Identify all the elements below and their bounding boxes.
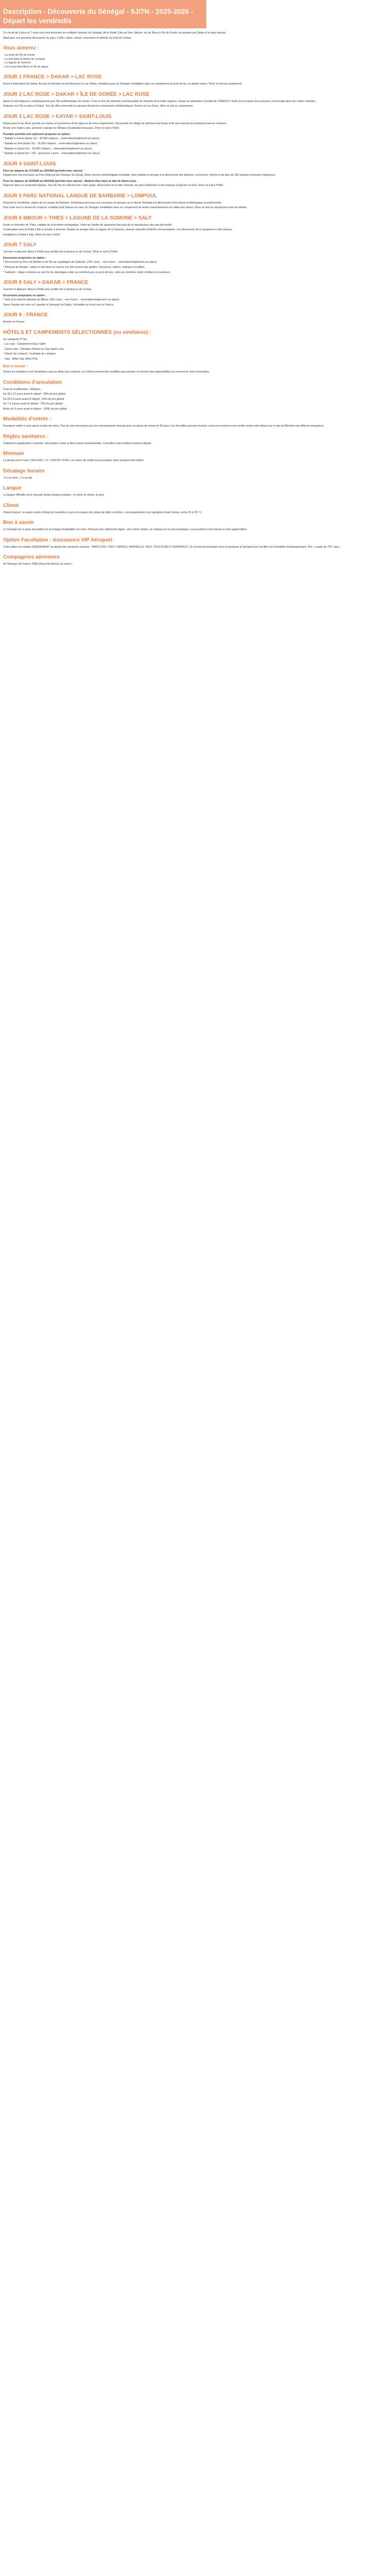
hotel-item: - Saly : Hôtel Saly Hôtel 3*NL	[3, 357, 38, 361]
modalites-text: Passeport valide 6 mois après la date de retour. Pas de visa nécessaire pour les ressortissants français pour un séjour de moins de 90 jours. Les formalités peuvent évoluer, nous vous invitons à les vérifier avant votre départ sur le site du Ministère des Affaires étrangères.	[3, 425, 324, 428]
intro-paragraph: Ce circuit de 9 jours et 7 nuits vous fera découvrir les multiples facettes du Sénégal, de la Petite Côte au Sine Saloum, du lac Rose à l'île de Gorée, en passant par Dakar et le pays bassari.	[3, 31, 226, 35]
day-heading: JOUR 2 LAC ROSE > DAKAR > ÎLE DE GORÉE > LAC ROSE	[3, 91, 150, 97]
bon-a-savoir-circuit-heading: Bon à savoir :	[3, 364, 28, 369]
day-paragraph: Départ pour le lac Rose qui doit sa couleur à la présence d'une algue et de micro-organismes. Découverte du village de pêcheurs de Kayar et de son marché aux poissons haut en couleurs.	[3, 122, 227, 125]
day-paragraph: * Saly et le marché artisanal de Mbour (35€ / pers. - min 4 pers. - réservation/règlement sur place)	[3, 298, 119, 302]
option-line: * Balade en 4x4 (durée 1h) - 15.000 cfa/pers. - réservation/règlement sur place)	[3, 142, 97, 145]
option-heading: Option Facultative : Assistance VIP Aéroport	[3, 537, 112, 543]
langue-text: La langue officielle est le français. Autres langues parlées : le wolof, le sérère, le peul.	[3, 494, 105, 497]
day-paragraph: Pour les départs du 17/10/25 au 25/04/26 (période hors saison) :	[3, 169, 84, 173]
day-heading: JOUR 8 SALY > DAKAR > FRANCE	[3, 280, 89, 286]
page	[0, 0, 391, 574]
list-item: - Les 2 journées libres en fin de séjour	[3, 65, 48, 69]
day-heading: JOUR 6 MBOUR > THIES > LAGUNE DE LA SOMONE > SALY	[3, 215, 152, 221]
title-banner	[0, 0, 206, 28]
day-heading: JOUR 4 SAINT-LOUIS	[3, 161, 56, 167]
day-paragraph: Départ pour une excursion au Parc National des Oiseaux du Djoudj, 3ème réserve ornithologique mondiale, avec balade en pirogue à la découverte des pélicans, cormorans, hérons et de plus de 350 espèces d'oiseaux migrateurs.	[3, 174, 276, 177]
options-heading: Excursions proposées en option :	[3, 256, 46, 260]
hotels-heading: HÔTELS ET CAMPEMENTS SÉLECTIONNÉS (ou similaires) :	[3, 329, 152, 335]
decalage-text: -2 h en hiver, -1 h en été	[3, 476, 32, 480]
hotel-item: - Saint-Louis : Domaine Zébrûs ou Cap Saint-Louis	[3, 347, 64, 351]
list-item: - La visite de l'île de Gorée	[3, 54, 35, 57]
day-heading: JOUR 3 LAC ROSE > KAYAR > SAINT-LOUIS	[3, 113, 112, 120]
reglement-text: Traitement antipaludéen conseillé. Vaccination contre la fièvre jaune recommandée. Consultez votre médecin avant le départ.	[3, 442, 152, 445]
option-line: * Balade en Quad (1h + 30) - quad pour 2 pers. - réservation/règlement sur place)	[3, 152, 100, 156]
hotel-item: - Lac rose : Campement Keur Salim	[3, 343, 46, 346]
day-paragraph: Journée et déjeuner libres à l'hôtel pour profiter de la piscine ou de l'océan.	[3, 288, 92, 292]
monnaie-heading: Monnaie	[3, 451, 24, 457]
day-heading: JOUR 5 PARC NATIONAL LANGUE DE BARBARIE > LOMPOUL	[3, 193, 157, 199]
condition-item: De 7 à 3 jours avant le départ : 75% du prix global	[3, 402, 63, 406]
day-paragraph: Déjeuner dans un restaurant typique. Tour de l'île en calèche avec votre guide, découverte de la ville coloniale, du pont Faidherbe et des maisons à balcons en bois. Dîner et nuit à l'hôtel.	[3, 184, 224, 188]
day-paragraph: Route vers Saint-Louis, ancienne capitale de l'Afrique-Occidentale française. Dîner et nuit à l'hôtel.	[3, 127, 120, 130]
conditions-heading: Conditions d'annulation	[3, 379, 62, 385]
day-paragraph: Pour les départs du 02/05/26 au 09/10/26 (période hors saison) : Matinée libre dans la ville de Saint-Louis.	[3, 179, 137, 183]
option-line: * Fadiouth : village construit sur une île de coquillages reliée au continent par un pont de bois, visite du cimetière mixte chrétien et musulman.	[3, 270, 171, 274]
day-paragraph: Installation à l'hôtel à Saly. Dîner et nuit à l'hôtel.	[3, 233, 61, 236]
reglement-heading: Règles sanitaires :	[3, 433, 49, 439]
list-item: - La lagune de Somone	[3, 61, 31, 65]
description-content	[0, 31, 391, 567]
condition-item: De 30 à 21 jours avant le départ : 35% du prix global	[3, 393, 66, 396]
compagnies-text: Air Sénégal, Air France, RAM (Royal Air Maroc) ou autres...	[3, 563, 74, 566]
bon-a-savoir-text: Le Sénégal est un pays accueillant où la teranga (hospitalité) est reine. Prévoyez des vêtements légers, une crème solaire, un chapeau et un anti-moustique. Les pourboires sont laissés à votre appréciation.	[3, 528, 248, 532]
option-line: * Réserve de Bandia : safari en 4x4 dans la réserve à la découverte des girafes, rhinocéros, zèbres, antilopes et buffles.	[3, 265, 145, 269]
vous-aimerez-heading: Vous aimerez :	[3, 45, 39, 52]
day-paragraph: Selon l'horaire de votre vol, transfert à l'aéroport de Dakar. Formalités et envol vers la France.	[3, 303, 115, 307]
modalites-heading: Modalités d'entrée :	[3, 416, 52, 422]
bon-a-savoir-circuit-text: Toutes les chambres sont climatisées sauf au désert de Lompoul. Les hôtels peuvent être modifiés sans préavis en fonction des disponibilités au moment de votre réservation.	[3, 370, 210, 374]
climat-text: Climat tropical. La saison sèche s'étend de novembre à juin et la saison des pluies de juillet à octobre. Les températures sont agréables toute l'année, entre 25 et 35 °C.	[3, 511, 203, 514]
day-paragraph: Après le petit déjeuner, embarquement pour l'île emblématique de Gorée. C'est un lieu de mémoire incontournable de l'histoire de la traite négrière, classé au patrimoine mondial de l'UNESCO. Visite de la maison des esclaves, promenade dans les ruelles colorées.	[3, 99, 316, 103]
option-line: * Découverte du Parc de Bandia et de l'île de coquillages de Fadiouth. (75€ / pers. - min 4 pers. - réservation/règlement sur place)	[3, 261, 157, 264]
monnaie-text: La devise est le Franc CFA (XOF). 1 € = 655,957 FCFA. Les cartes de crédit sont acceptées dans la plupart des hôtels.	[3, 459, 144, 463]
option-line: * Balade en Quad (1h) - 20.000 cfa/pers. - réservation/règlement sur place)	[3, 147, 92, 150]
day-paragraph: Envol à destination de Dakar. Accueil à l'aéroport et transfert pour le Lac Retba, véritable joyau du Sénégal. Installation dans un campement au bord du lac, en pleine nature. Dîner et nuit au campement.	[3, 82, 243, 86]
hotel-item: - Désert de Lompoul : Ecolodge de Lompoul	[3, 352, 56, 356]
list-item: - La nuit dans le désert de Lompoul	[3, 57, 45, 61]
condition-item: Frais de modification : 60€/pers.	[3, 387, 41, 391]
day-heading: JOUR 9 : FRANCE	[3, 312, 48, 318]
vous-aimerez-list	[3, 54, 388, 69]
day-paragraph: Déjeuner sur l'île et retour à Dakar. Tour de ville commenté en passant devant les monuments emblématiques. Retour au Lac Rose, dîner et nuit au campement.	[3, 105, 193, 108]
options-heading: Possible activités non optionnel proposée en option :	[3, 132, 72, 136]
compagnies-heading: Compagnies aériennes	[3, 554, 60, 561]
langue-heading: Langue	[3, 485, 22, 492]
day-paragraph: Route en direction de Thiès, capitale de la broderie sénégalaise. Visite de l'atelier de tapisserie d'art puis de la manufacture des arts décoratifs.	[3, 223, 173, 227]
day-heading: JOUR 7 SALY	[3, 242, 37, 248]
decalage-heading: Décalage horaire	[3, 468, 45, 474]
climat-heading: Climat	[3, 502, 19, 509]
day-heading: JOUR 1 FRANCE > DAKAR > LAC ROSE	[3, 74, 102, 80]
day-paragraph: Continuation vers la Petite Côte et arrivée à Somone. Balade en pirogue dans la lagune de la Somone, réserve naturelle d'intérêt communautaire, à la découverte de la mangrove et des oiseaux.	[3, 228, 233, 232]
day-paragraph: Puis route vers le désert de Lompoul, véritable petit Sahara au cœur du Sénégal. Installation dans un campement de tentes mauritaniennes au milieu des dunes. Dîner et nuit au campement sous les étoiles.	[3, 206, 248, 210]
intro-section	[3, 31, 388, 40]
day-paragraph: Journée et déjeuner libres à l'hôtel pour profiter de la piscine ou de l'océan. Dîner et nuit à l'hôtel.	[3, 250, 118, 254]
bon-a-savoir-heading: Bon à savoir	[3, 520, 35, 526]
option-line: * Balade à cheval (durée 1h) - 35.000 cfa/pers. - réservation/règlement sur place)	[3, 137, 100, 141]
page-title: Description - Découverte du Sénégal - 9J/7N - 2025-2026 - Départ les vendredis	[3, 8, 193, 25]
hotels-category: (en catégorie 3* NL)	[3, 337, 27, 341]
condition-item: De 20 à 8 jours avant le départ : 50% du prix global	[3, 397, 64, 401]
day-paragraph: Direction le Gandiolais, région de la Langue de Barbarie. Embarquement pour une excursion en pirogue sur le fleuve Sénégal à la découverte d'une faune ornithologique exceptionnelle.	[3, 201, 222, 205]
day-paragraph: Arrivée en France.	[3, 320, 25, 324]
condition-item: Moins de 3 jours avant le départ : 100% du prix global	[3, 407, 67, 411]
intro-paragraph: Idéal pour une première découverte du pays, il allie culture, nature, rencontres et détente au bord de l'océan.	[3, 36, 132, 40]
day-paragraph: Excursions proposées en option :	[3, 294, 46, 297]
option-text: Cette option est valable UNIQUEMENT au départ des aéroports suivants : PARIS CDG / ORLY, NANTES, MARSEILLE, NICE, TOULOUSE ET BORDEAUX. Un accueil personnalisé vous est proposé à l'aéroport pour faciliter vos formalités d'embarquement. Prix : à partir de 75€ / pers.	[3, 545, 340, 549]
